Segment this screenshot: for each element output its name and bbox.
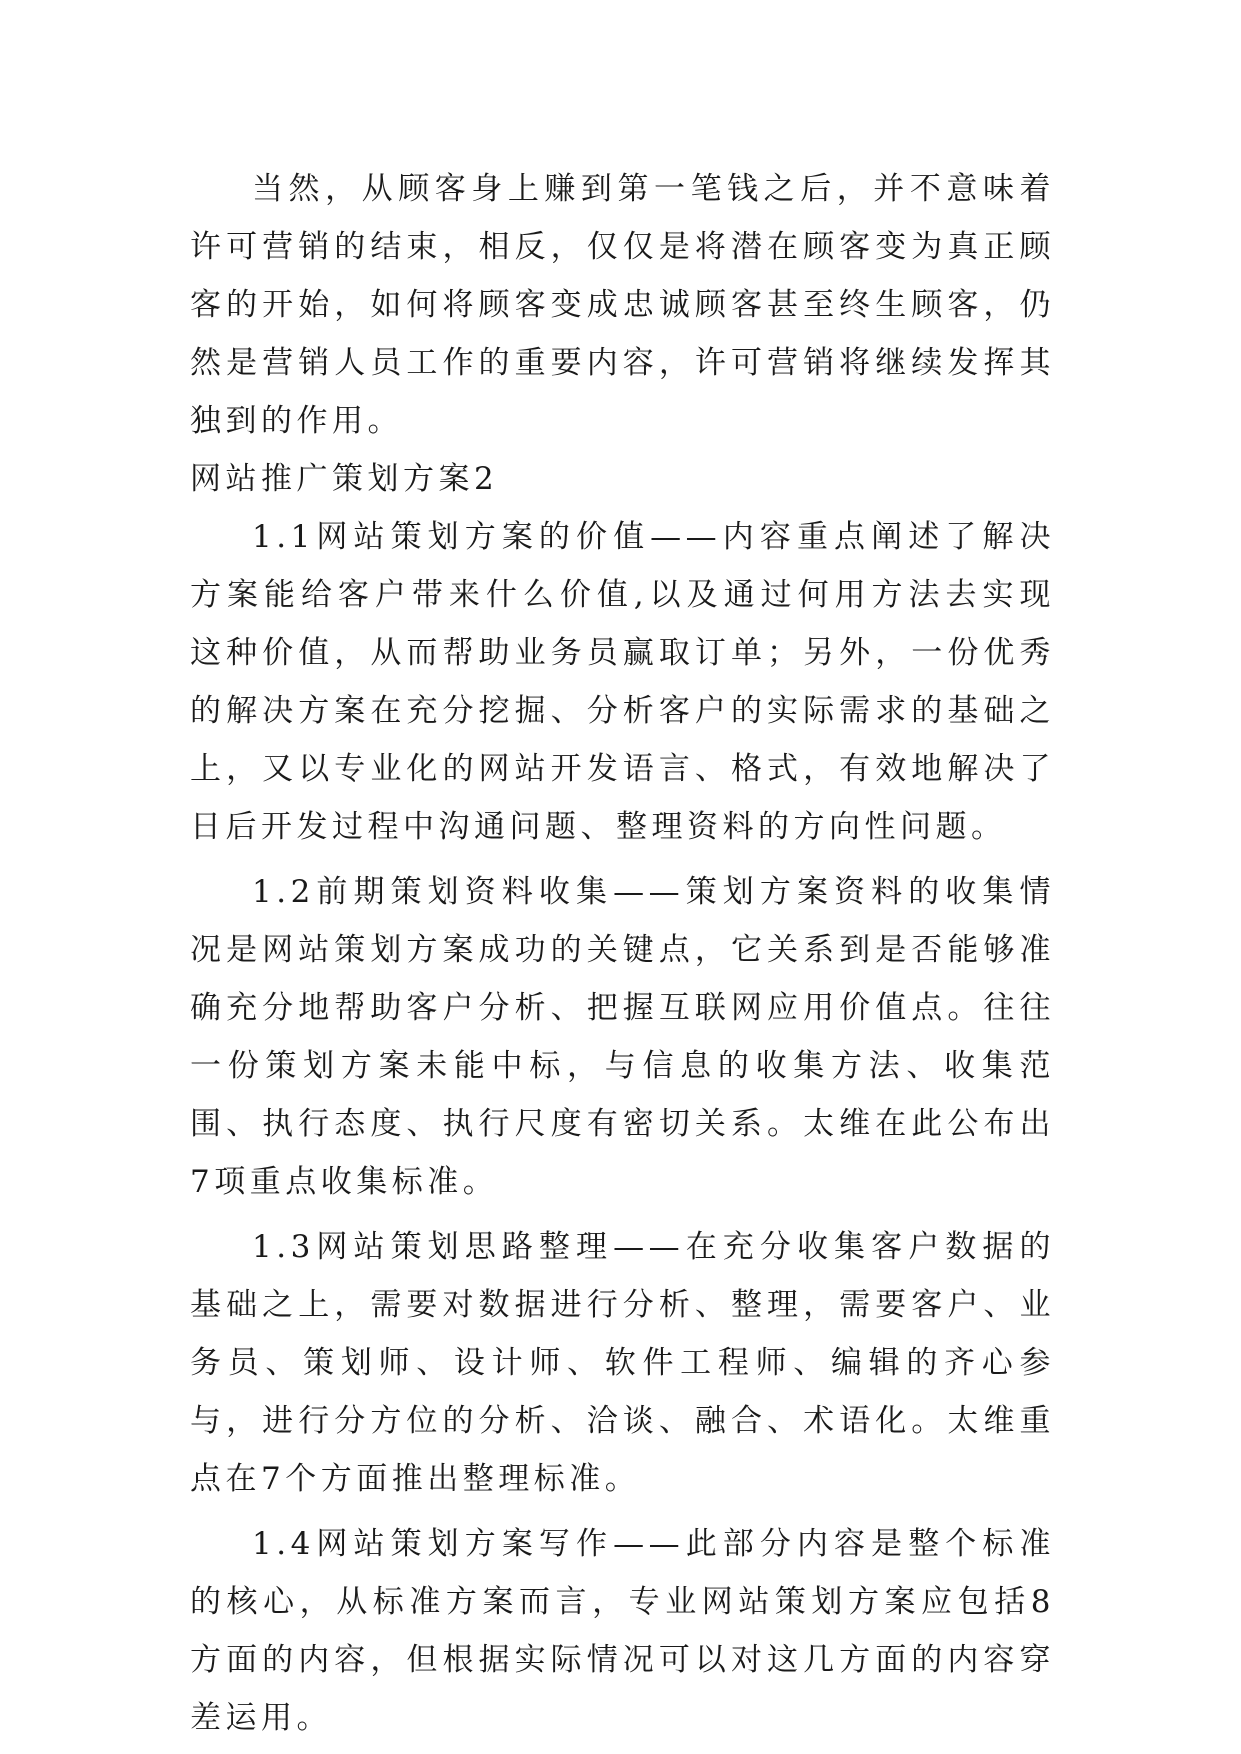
document-page [190,160,1055,1747]
body-paragraph-1-2: 1.2前期策划资料收集——策划方案资料的收集情况是网站策划方案成功的关键点，它关系到是否能够准确充分地帮助客户分析、把握互联网应用价值点。往往一份策划方案未能中标，与信息的收集方法、收集范围、执行态度、执行尺度有密切关系。太维在此公布出7项重点收集标准。 [190,874,1055,1200]
body-paragraph-1-1: 1.1网站策划方案的价值——内容重点阐述了解决方案能给客户带来什么价值,以及通过何用方法去实现这种价值，从而帮助业务员赢取订单；另外，一份优秀的解决方案在充分挖掘、分析客户的实际需求的基础之上，又以专业化的网站开发语言、格式，有效地解决了日后开发过程中沟通问题、整理资料的方向性问题。 [190,519,1055,845]
body-paragraph-1-4: 1.4网站策划方案写作——此部分内容是整个标准的核心，从标准方案而言，专业网站策划方案应包括8方面的内容，但根据实际情况可以对这几方面的内容穿差运用。 [190,1526,1055,1736]
body-paragraph-1-3: 1.3网站策划思路整理——在充分收集客户数据的基础之上，需要对数据进行分析、整理，需要客户、业务员、策划师、设计师、软件工程师、编辑的齐心参与，进行分方位的分析、洽谈、融合、术语化。太维重点在7个方面推出整理标准。 [190,1229,1055,1497]
body-paragraph-intro: 当然，从顾客身上赚到第一笔钱之后，并不意味着许可营销的结束，相反，仅仅是将潜在顾客变为真正顾客的开始，如何将顾客变成忠诚顾客甚至终生顾客，仍然是营销人员工作的重要内容，许可营销将继续发挥其独到的作用。 [190,171,1055,439]
section-heading: 网站推广策划方案2 [190,461,499,497]
